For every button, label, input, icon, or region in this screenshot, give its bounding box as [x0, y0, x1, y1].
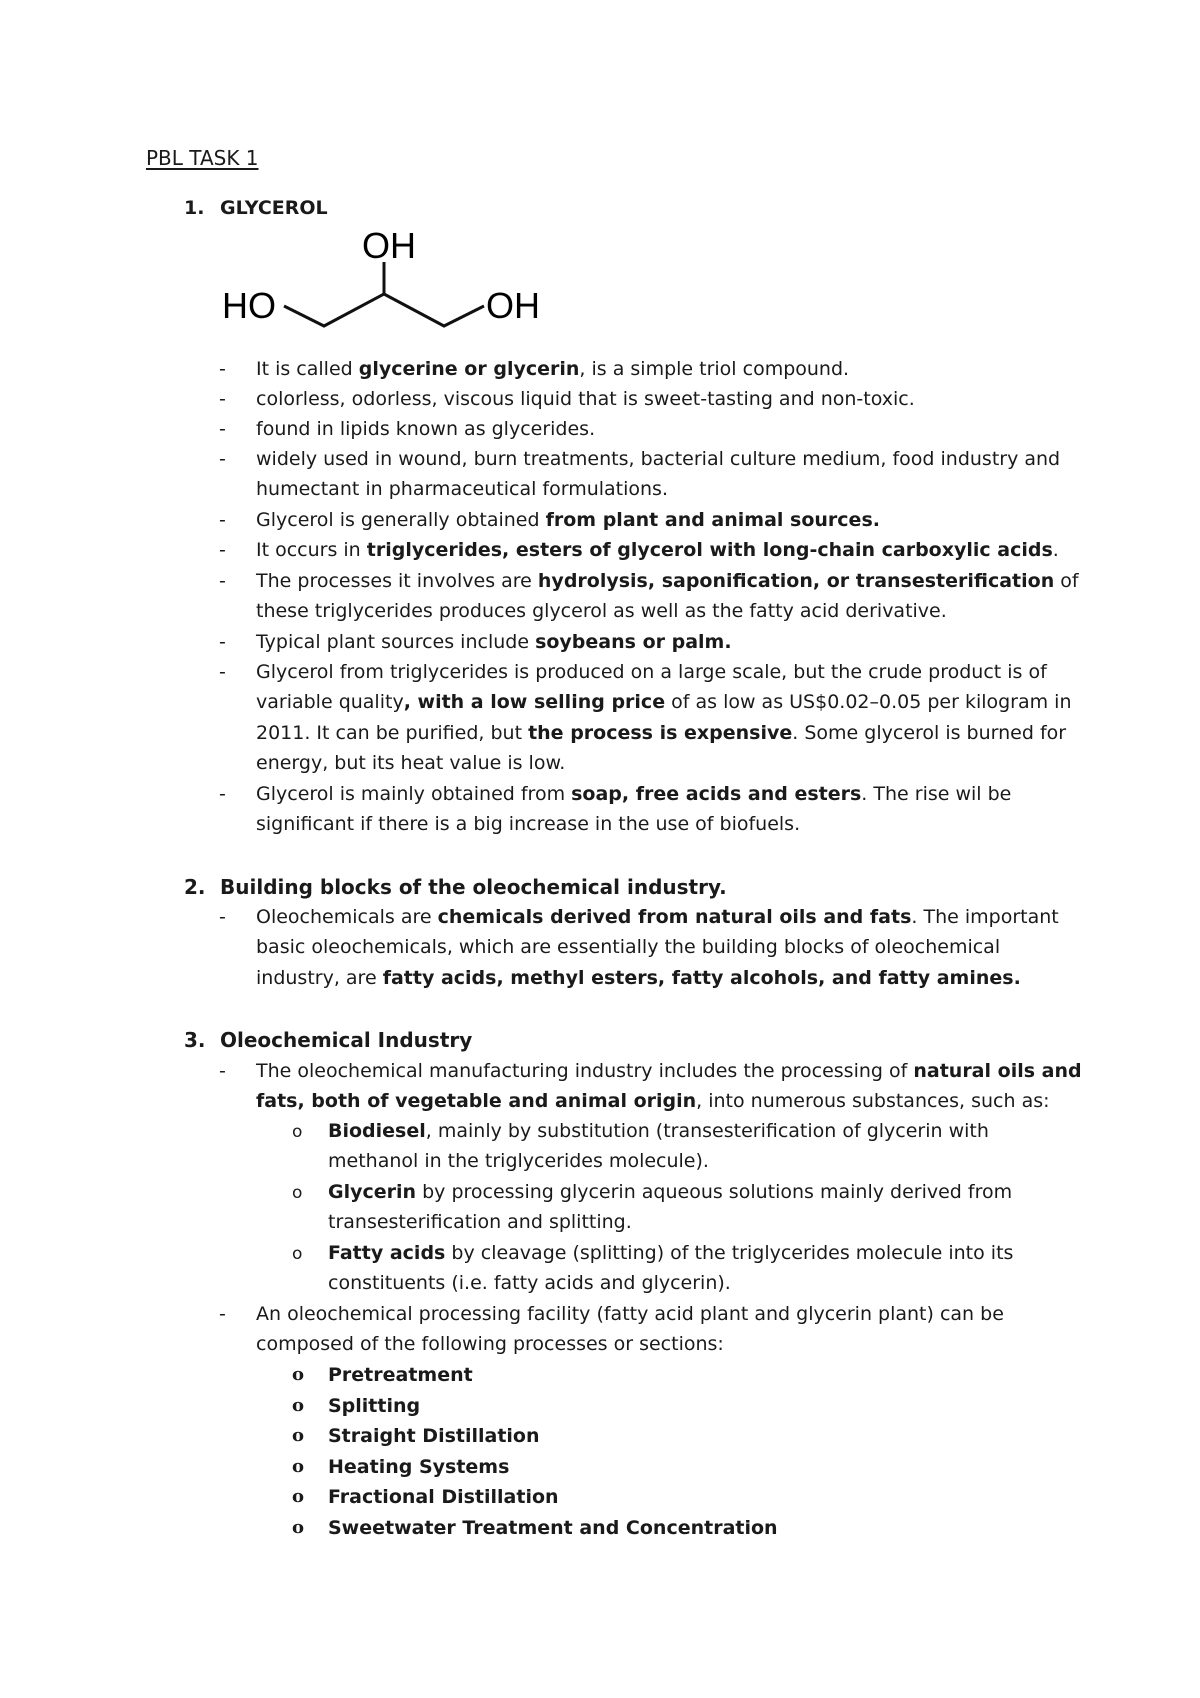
sub-item-biodiesel: Biodiesel, mainly by substitution (transesterification of glycerin with — [328, 1120, 989, 1142]
process-item: Sweetwater Treatment and Concentration — [328, 1517, 778, 1539]
glycerol-structure-diagram — [222, 222, 562, 342]
dash-marker: - — [219, 388, 226, 410]
section-1-heading: 1. GLYCEROL — [184, 197, 328, 219]
section-2-heading: 2. Building blocks of the oleochemical industry. — [184, 875, 727, 899]
s1-line-6: It occurs in triglycerides, esters of glycerol with long-chain carboxylic acids. — [256, 539, 1059, 561]
dash-marker: - — [219, 570, 226, 592]
s3-line-3: An oleochemical processing facility (fatty acid plant and glycerin plant) can be — [256, 1303, 1004, 1325]
s1-line-4: widely used in wound, burn treatments, bacterial culture medium, food industry and — [256, 448, 1061, 470]
dash-marker: - — [219, 448, 226, 470]
s1-line-7: The processes it involves are hydrolysis, saponification, or transesterification of — [256, 570, 1079, 592]
s1-line-10: Glycerol is mainly obtained from soap, free acids and esters. The rise wil be — [256, 783, 1012, 805]
dash-marker: - — [219, 358, 226, 380]
document-title: PBL TASK 1 — [146, 146, 259, 170]
dash-marker: - — [219, 661, 226, 683]
s1-line-10b: significant if there is a big increase in the use of biofuels. — [256, 813, 801, 835]
sub-item-fatty-acids: Fatty acids by cleavage (splitting) of the triglycerides molecule into its — [328, 1242, 1014, 1264]
section-3-heading: 3. Oleochemical Industry — [184, 1028, 473, 1052]
s1-line-9b: variable quality, with a low selling price of as low as US$0.02–0.05 per kilogram in — [256, 691, 1072, 713]
sub-bullet-marker: o — [292, 1244, 303, 1264]
s1-line-9: Glycerol from triglycerides is produced on a large scale, but the crude product is of — [256, 661, 1047, 683]
s2-line-1: Oleochemicals are chemicals derived from natural oils and fats. The important — [256, 906, 1059, 928]
process-bullet: o — [292, 1364, 305, 1385]
process-item: Heating Systems — [328, 1456, 510, 1478]
process-item: Splitting — [328, 1395, 421, 1417]
process-bullet: o — [292, 1395, 305, 1416]
sub-item-glycerin: Glycerin by processing glycerin aqueous solutions mainly derived from — [328, 1181, 1013, 1203]
dash-marker: - — [219, 1303, 226, 1325]
s1-line-9d: energy, but its heat value is low. — [256, 752, 566, 774]
dash-marker: - — [219, 1060, 226, 1082]
mol-label-left: HO — [222, 285, 276, 326]
mol-label-right: OH — [486, 285, 540, 326]
s2-line-2: basic oleochemicals, which are essentially the building blocks of oleochemical — [256, 936, 1001, 958]
s3-line-1: The oleochemical manufacturing industry includes the processing of natural oils and — [256, 1060, 1082, 1082]
process-bullet: o — [292, 1517, 305, 1538]
s1-line-7b: these triglycerides produces glycerol as well as the fatty acid derivative. — [256, 600, 947, 622]
s1-line-9c: 2011. It can be purified, but the process is expensive. Some glycerol is burned for — [256, 722, 1067, 744]
s2-line-3: industry, are fatty acids, methyl esters, fatty alcohols, and fatty amines. — [256, 967, 1021, 989]
dash-marker: - — [219, 509, 226, 531]
process-item: Pretreatment — [328, 1364, 473, 1386]
s1-line-4b: humectant in pharmaceutical formulations. — [256, 478, 668, 500]
dash-marker: - — [219, 631, 226, 653]
s1-line-3: found in lipids known as glycerides. — [256, 418, 596, 440]
dash-marker: - — [219, 783, 226, 805]
dash-marker: - — [219, 539, 226, 561]
s1-line-5: Glycerol is generally obtained from plant and animal sources. — [256, 509, 880, 531]
s1-line-8: Typical plant sources include soybeans or palm. — [256, 631, 732, 653]
s1-line-1: It is called glycerine or glycerin, is a simple triol compound. — [256, 358, 850, 380]
sub-bullet-marker: o — [292, 1122, 303, 1142]
process-bullet: o — [292, 1486, 305, 1507]
s3-line-4: composed of the following processes or sections: — [256, 1333, 724, 1355]
s1-line-2: colorless, odorless, viscous liquid that is sweet-tasting and non-toxic. — [256, 388, 915, 410]
sub-bullet-marker: o — [292, 1183, 303, 1203]
dash-marker: - — [219, 418, 226, 440]
mol-label-top: OH — [362, 225, 416, 266]
s3-line-2: fats, both of vegetable and animal origin, into numerous substances, such as: — [256, 1090, 1050, 1112]
process-item: Fractional Distillation — [328, 1486, 559, 1508]
process-item: Straight Distillation — [328, 1425, 540, 1447]
process-bullet: o — [292, 1425, 305, 1446]
dash-marker: - — [219, 906, 226, 928]
sub-item-fatty-acids-cont: constituents (i.e. fatty acids and glycerin). — [328, 1272, 731, 1294]
sub-item-glycerin-cont: transesterification and splitting. — [328, 1211, 632, 1233]
process-bullet: o — [292, 1456, 305, 1477]
sub-item-biodiesel-cont: methanol in the triglycerides molecule). — [328, 1150, 709, 1172]
